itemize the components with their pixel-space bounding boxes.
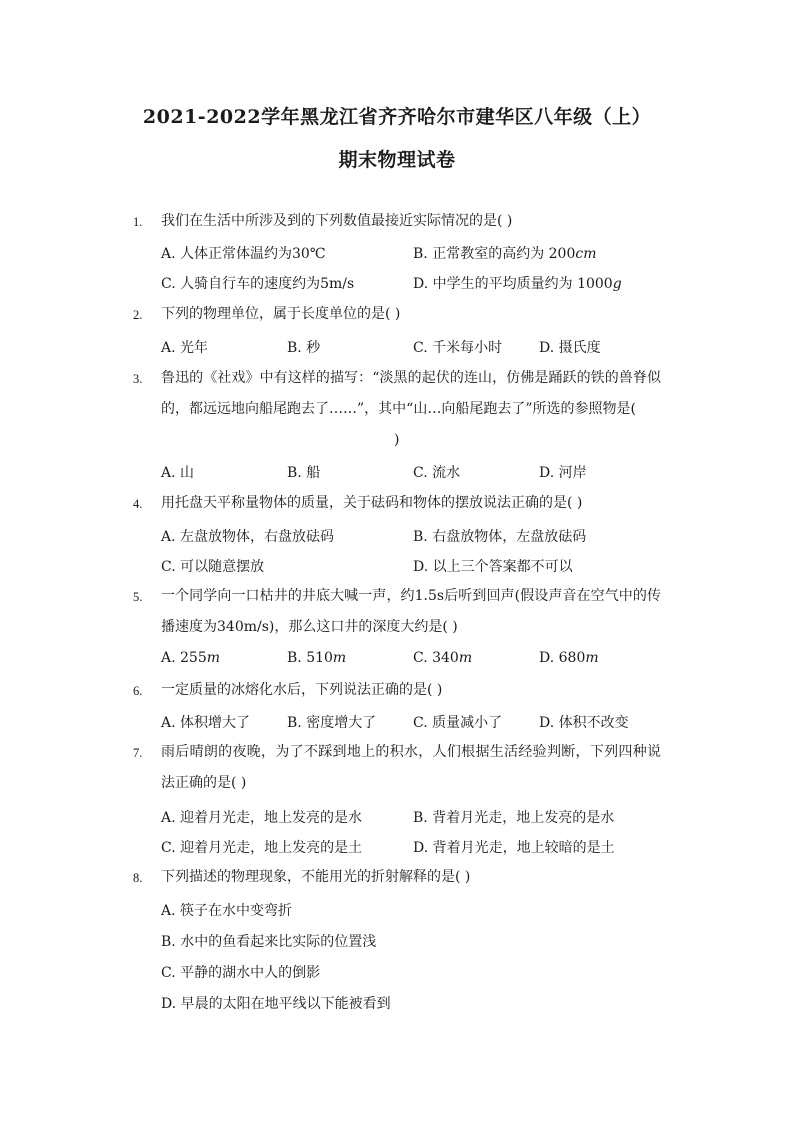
option-d: D. 河岸 bbox=[539, 465, 587, 481]
option-c: C. 平静的湖水中人的倒影 bbox=[161, 965, 321, 981]
option-row bbox=[161, 243, 681, 263]
option-a: A. 山 bbox=[161, 465, 195, 481]
option-d: D. 背着月光走，地上较暗的是土 bbox=[413, 840, 615, 856]
option-row bbox=[161, 462, 681, 482]
option-c: C. 340m bbox=[413, 650, 473, 666]
option-row bbox=[161, 556, 681, 576]
option-a: A. 筷子在水中变弯折 bbox=[161, 903, 293, 919]
option-d: D. 680m bbox=[539, 650, 599, 666]
option-a: A. 光年 bbox=[161, 340, 209, 356]
option-a: A. 体积增大了 bbox=[161, 715, 251, 731]
option-b: B. 水中的鱼看起来比实际的位置浅 bbox=[161, 934, 377, 950]
option-row bbox=[161, 900, 681, 920]
option-row bbox=[161, 931, 681, 951]
option-row bbox=[161, 337, 681, 357]
exam-subtitle: 期末物理试卷 bbox=[338, 149, 456, 171]
option-b: B. 正常教室的高约为 200cm bbox=[413, 246, 597, 262]
option-a: A. 人体正常体温约为30℃ bbox=[161, 246, 326, 262]
option-b: B. 船 bbox=[287, 465, 321, 481]
option-b: B. 510m bbox=[287, 650, 347, 666]
question-number: 7. bbox=[133, 746, 143, 760]
question-number: 3. bbox=[133, 372, 143, 386]
option-a: A. 迎着月光走，地上发亮的是水 bbox=[161, 810, 363, 826]
option-d: D. 摄氏度 bbox=[539, 340, 601, 356]
question-stem: 下列的物理单位，属于长度单位的是( ) bbox=[161, 306, 401, 322]
option-a: A. 左盘放物体，右盘放砝码 bbox=[161, 529, 335, 545]
option-b: B. 密度增大了 bbox=[287, 715, 377, 731]
option-c: C. 人骑自行车的速度约为5m/s bbox=[161, 276, 355, 292]
question-stem: 雨后晴朗的夜晚，为了不踩到地上的积水，人们根据生活经验判断，下列四种说法正确的是( ) bbox=[161, 744, 661, 791]
question-number: 2. bbox=[133, 308, 143, 322]
option-row bbox=[161, 837, 681, 857]
question-number: 8. bbox=[133, 871, 143, 885]
option-d: D. 以上三个答案都不可以 bbox=[413, 559, 573, 575]
question-stem: 一个同学向一口枯井的井底大喊一声，约1.5s后听到回声(假设声音在空气中的传播速度为340m/s)，那么这口井的深度大约是( ) bbox=[161, 588, 661, 635]
option-b: B. 背着月光走，地上发亮的是水 bbox=[413, 810, 615, 826]
question-stem: 我们在生活中所涉及到的下列数值最接近实际情况的是( ) bbox=[161, 213, 513, 229]
option-row bbox=[161, 712, 681, 732]
option-c: C. 迎着月光走，地上发亮的是土 bbox=[161, 840, 363, 856]
question-number: 4. bbox=[133, 497, 143, 511]
option-row bbox=[161, 650, 681, 670]
option-row bbox=[161, 526, 681, 546]
question-number: 6. bbox=[133, 684, 143, 698]
question-number: 1. bbox=[133, 215, 143, 229]
option-c: C. 流水 bbox=[413, 465, 461, 481]
option-row bbox=[161, 993, 681, 1013]
question-stem: 下列描述的物理现象，不能用光的折射解释的是( ) bbox=[161, 869, 471, 885]
question-stem: 一定质量的冰熔化水后，下列说法正确的是( ) bbox=[161, 682, 443, 698]
question-stem: 鲁迅的《社戏》中有这样的描写：“淡黑的起伏的连山，仿佛是踊跃的铁的兽脊似的，都远远地向船尾跑去了……”，其中“山…向船尾跑去了”所选的参照物是( bbox=[161, 370, 661, 417]
question-stem: 用托盘天平称量物体的质量，关于砝码和物体的摆放说法正确的是( ) bbox=[161, 495, 583, 511]
option-c: C. 千米每小时 bbox=[413, 340, 503, 356]
option-a: A. 255m bbox=[161, 650, 221, 666]
option-row bbox=[161, 962, 681, 982]
exam-title: 2021-2022学年黑龙江省齐齐哈尔市建华区八年级（上） bbox=[142, 106, 652, 128]
option-d: D. 体积不改变 bbox=[539, 715, 629, 731]
option-row bbox=[161, 273, 681, 293]
question-number: 5. bbox=[133, 590, 143, 604]
option-c: C. 质量减小了 bbox=[413, 715, 503, 731]
option-row bbox=[161, 807, 681, 827]
option-b: B. 右盘放物体，左盘放砝码 bbox=[413, 529, 587, 545]
question-stem-tail: ) bbox=[394, 432, 400, 448]
option-d: D. 中学生的平均质量约为 1000g bbox=[413, 276, 622, 292]
option-d: D. 早晨的太阳在地平线以下能被看到 bbox=[161, 996, 391, 1012]
option-b: B. 秒 bbox=[287, 340, 321, 356]
option-c: C. 可以随意摆放 bbox=[161, 559, 265, 575]
